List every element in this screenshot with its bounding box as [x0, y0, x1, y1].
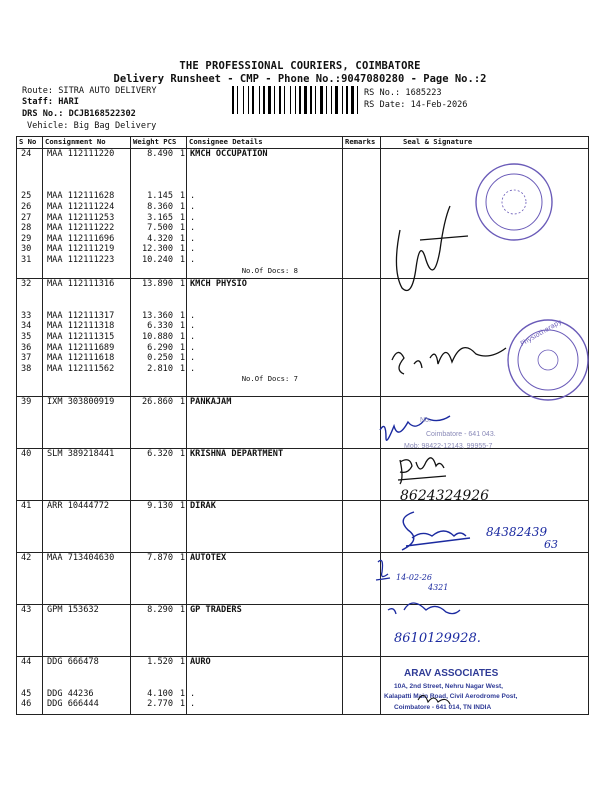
seal-cell — [381, 605, 589, 657]
pcs-value: 1 — [179, 342, 185, 353]
weight-cell — [131, 449, 187, 501]
consignment-number: MAA 112111224 — [47, 201, 115, 212]
weight-pcs — [135, 364, 186, 375]
sno-value — [21, 300, 42, 311]
arav-stamp-line3: Coimbatore - 641 014, TN INDIA — [394, 704, 492, 711]
consignee-dot: . — [190, 191, 196, 202]
sno-value: 27 — [21, 212, 32, 223]
dirak-number-2: 63 — [544, 538, 558, 551]
sno-value: 43 — [21, 605, 32, 615]
col-consignee: Consignee Details — [187, 137, 343, 149]
sno-cell — [17, 149, 43, 279]
col-weight-label: Weight — [133, 137, 159, 146]
consignment-number: MAA 112111689 — [47, 342, 115, 353]
arav-stamp-line1: 10A, 2nd Street, Nehru Nagar West, — [394, 683, 503, 690]
barcode-bar — [342, 86, 343, 114]
pcs-value: 1 — [179, 201, 185, 212]
barcode-bar — [252, 86, 254, 114]
autotex-code: 4321 — [428, 583, 449, 592]
barcode-bar — [268, 86, 271, 114]
krishna-phone: 8624324926 — [400, 488, 490, 504]
weight-pcs — [135, 689, 186, 700]
sno-value: 25 — [21, 191, 32, 202]
consignment-number — [47, 290, 130, 301]
consignee-dot — [190, 290, 342, 301]
consignment-number — [47, 300, 130, 311]
weight-pcs — [135, 255, 186, 266]
weight-pcs — [135, 501, 186, 512]
weight-pcs — [135, 149, 186, 160]
consignee-dot: . — [190, 201, 196, 212]
arav-stamp-name: ARAV ASSOCIATES — [404, 668, 499, 679]
seal-cell — [381, 657, 589, 715]
table-row — [17, 279, 589, 397]
remarks-cell — [343, 449, 381, 501]
sno-value: 31 — [21, 254, 32, 265]
remarks-cell — [343, 397, 381, 449]
barcode-bar — [315, 86, 316, 114]
sno-value: 37 — [21, 353, 32, 364]
consignee-name: AURO — [190, 657, 211, 667]
weight-pcs — [135, 160, 186, 171]
sno-value: 40 — [21, 449, 32, 459]
consignment-cell — [43, 501, 131, 553]
pcs-value: 1 — [179, 353, 185, 364]
consignment-number — [47, 170, 130, 181]
consignee-cell — [187, 279, 343, 397]
consignment-number: MAA 112111562 — [47, 363, 115, 374]
pcs-value: 1 — [179, 149, 185, 159]
barcode-bar — [331, 86, 332, 114]
consignee-cell — [187, 553, 343, 605]
sno-value — [21, 160, 42, 171]
sno-value — [21, 181, 42, 192]
weight-value: 3.165 — [147, 212, 173, 223]
consignee-cell — [187, 149, 343, 279]
seal-cell — [381, 449, 589, 501]
staff-label: Staff: HARI — [22, 97, 79, 107]
seal-cell — [381, 501, 589, 553]
weight-pcs — [135, 191, 186, 202]
pcs-value: 1 — [179, 688, 185, 699]
rs-number: RS No.: 1685223 — [364, 88, 442, 98]
table-row — [17, 449, 589, 501]
sno-value — [21, 678, 42, 689]
barcode-bar — [304, 86, 307, 114]
sno-value: 29 — [21, 233, 32, 244]
pcs-value: 1 — [179, 657, 185, 667]
weight-pcs — [135, 234, 186, 245]
seal-cell — [381, 553, 589, 605]
consignee-dot — [190, 170, 342, 181]
barcode-bar — [279, 86, 281, 114]
consignment-number: MAA 112111318 — [47, 321, 115, 332]
pankajam-stamp-3: Mob: 98422-12143, 99955-7 — [404, 443, 493, 450]
sno-value: 41 — [21, 501, 32, 511]
weight-value: 8.290 — [147, 605, 173, 615]
consignee-dot — [190, 181, 342, 192]
consignee-dot: . — [190, 342, 196, 353]
col-pcs-label: PCS — [163, 137, 177, 146]
pcs-value: 1 — [179, 310, 185, 321]
sno-value: 26 — [21, 201, 32, 212]
company-title: THE PROFESSIONAL COURIERS, COIMBATORE — [179, 60, 421, 72]
consignee-name: DIRAK — [190, 501, 216, 511]
weight-value: 7.870 — [147, 553, 173, 563]
weight-value: 9.130 — [147, 501, 173, 511]
sno-value: 34 — [21, 321, 32, 332]
weight-pcs — [135, 181, 186, 192]
barcode-bar — [335, 86, 338, 114]
barcode-bar — [248, 86, 249, 114]
pcs-value: 1 — [179, 605, 185, 615]
consignment-number: SLM 389218441 — [47, 449, 115, 459]
seal-cell — [381, 397, 589, 449]
pcs-value: 1 — [179, 363, 185, 374]
weight-cell — [131, 149, 187, 279]
runsheet-table — [16, 136, 589, 715]
runsheet-subtitle: Delivery Runsheet - CMP - Phone No.:9047080280 - Page No.:2 — [113, 73, 487, 85]
consignment-number: IXM 303800919 — [47, 397, 115, 407]
weight-cell — [131, 397, 187, 449]
consignee-cell — [187, 657, 343, 715]
pcs-value: 1 — [179, 449, 185, 459]
pcs-value: 1 — [179, 254, 185, 265]
barcode-bar — [346, 86, 348, 114]
docs-count: No.Of Docs: 7 — [241, 374, 298, 384]
consignment-cell — [43, 449, 131, 501]
consignee-name: PANKAJAM — [190, 397, 232, 407]
table-row — [17, 657, 589, 715]
pcs-value: 1 — [179, 553, 185, 563]
sno-cell — [17, 279, 43, 397]
pcs-value: 1 — [179, 191, 185, 202]
weight-value: 1.145 — [147, 191, 173, 202]
barcode-bar — [351, 86, 354, 114]
sno-cell — [17, 449, 43, 501]
consignment-number — [47, 668, 130, 679]
col-seal: Seal & Signature — [381, 137, 589, 149]
seal-cell — [381, 279, 589, 397]
table-row — [17, 149, 589, 279]
sno-value: 33 — [21, 310, 32, 321]
table-row — [17, 605, 589, 657]
vehicle-label: Vehicle: Big Bag Delivery — [27, 121, 157, 131]
weight-pcs — [135, 213, 186, 224]
consignment-number: MAA 112111317 — [47, 310, 115, 321]
consignment-cell — [43, 397, 131, 449]
consignee-dot: . — [190, 331, 196, 342]
docs-count: No.Of Docs: 8 — [241, 265, 298, 275]
sno-value: 45 — [21, 688, 32, 699]
consignee-cell — [187, 397, 343, 449]
sno-value: 36 — [21, 342, 32, 353]
weight-cell — [131, 501, 187, 553]
weight-value: 10.240 — [141, 254, 173, 265]
consignee-name: AUTOTEX — [190, 553, 227, 563]
weight-value: 8.360 — [147, 201, 173, 212]
sno-value: 46 — [21, 699, 32, 710]
weight-pcs — [135, 553, 186, 564]
pcs-value: 1 — [179, 233, 185, 244]
weight-cell — [131, 553, 187, 605]
consignee-cell — [187, 605, 343, 657]
consignee-dot: . — [190, 321, 196, 332]
remarks-cell — [343, 279, 381, 397]
pankajam-stamp-2: Coimbatore - 641 043. — [426, 431, 496, 438]
table-row — [17, 501, 589, 553]
sno-value — [21, 170, 42, 181]
consignee-dot — [190, 160, 342, 171]
consignee-dot: . — [190, 353, 196, 364]
rs-date: RS Date: 14-Feb-2026 — [364, 100, 468, 110]
sno-value — [21, 290, 42, 301]
consignee-dot: . — [190, 699, 196, 710]
weight-pcs — [135, 449, 186, 460]
weight-cell — [131, 657, 187, 715]
consignee-dot: . — [190, 363, 196, 374]
consignment-number: MAA 112111315 — [47, 331, 115, 342]
barcode-bar — [299, 86, 301, 114]
consignee-dot: . — [190, 212, 196, 223]
pcs-value: 1 — [179, 279, 185, 289]
pcs-value: 1 — [179, 244, 185, 255]
consignment-number — [47, 181, 130, 192]
barcode-bar — [320, 86, 323, 114]
pankajam-stamp-1: No. — [420, 417, 431, 424]
consignment-number: DDG 44236 — [47, 688, 94, 699]
remarks-cell — [343, 501, 381, 553]
weight-value: 8.490 — [147, 149, 173, 159]
remarks-cell — [343, 657, 381, 715]
sno-cell — [17, 553, 43, 605]
consignee-dot — [190, 668, 342, 679]
consignee-dot — [190, 300, 342, 311]
barcode-bar — [263, 86, 265, 114]
barcode-bar — [290, 86, 291, 114]
gp-phone: 8610129928. — [394, 631, 481, 646]
pcs-value: 1 — [179, 223, 185, 234]
weight-value: 13.360 — [141, 310, 173, 321]
weight-pcs — [135, 397, 186, 408]
consignment-cell — [43, 553, 131, 605]
weight-pcs — [135, 678, 186, 689]
sno-value: 42 — [21, 553, 32, 563]
consignment-number: ARR 10444772 — [47, 501, 110, 511]
physio-seal-text: Physiotherapy — [519, 317, 564, 348]
weight-cell — [131, 279, 187, 397]
weight-pcs — [135, 300, 186, 311]
consignee-name: KMCH OCCUPATION — [190, 149, 268, 159]
barcode — [232, 86, 362, 114]
seal-cell — [381, 149, 589, 279]
remarks-cell — [343, 149, 381, 279]
consignment-number: DDG 666444 — [47, 699, 99, 710]
table-row — [17, 397, 589, 449]
weight-pcs — [135, 170, 186, 181]
weight-value: 12.300 — [141, 244, 173, 255]
weight-value: 6.320 — [147, 449, 173, 459]
consignee-cell — [187, 449, 343, 501]
consignment-number: DDG 666478 — [47, 657, 99, 667]
consignment-cell — [43, 149, 131, 279]
consignment-number: MAA 112111223 — [47, 254, 115, 265]
pcs-value: 1 — [179, 397, 185, 407]
remarks-cell — [343, 605, 381, 657]
pcs-value: 1 — [179, 331, 185, 342]
col-sno: S No — [17, 137, 43, 149]
weight-pcs — [135, 668, 186, 679]
consignment-number: MAA 112111220 — [47, 149, 115, 159]
table-header — [17, 137, 589, 149]
sno-value: 30 — [21, 244, 32, 255]
weight-pcs — [135, 699, 186, 710]
barcode-bar — [274, 86, 275, 114]
consignee-dot: . — [190, 233, 196, 244]
pcs-value: 1 — [179, 212, 185, 223]
consignment-number — [47, 678, 130, 689]
autotex-date: 14-02-26 — [396, 573, 432, 582]
weight-pcs — [135, 202, 186, 213]
consignee-dot: . — [190, 254, 196, 265]
weight-value: 4.100 — [147, 688, 173, 699]
consignee-dot — [190, 678, 342, 689]
consignee-dot: . — [190, 688, 196, 699]
sno-value: 39 — [21, 397, 32, 407]
consignment-number: MAA 112111628 — [47, 191, 115, 202]
barcode-bar — [232, 86, 234, 114]
barcode-bar — [259, 86, 260, 114]
weight-value: 4.320 — [147, 233, 173, 244]
sno-value: 44 — [21, 657, 32, 667]
sno-cell — [17, 397, 43, 449]
consignment-cell — [43, 657, 131, 715]
consignee-name: KRISHNA DEPARTMENT — [190, 449, 284, 459]
table-row — [17, 553, 589, 605]
weight-cell — [131, 605, 187, 657]
barcode-bar — [243, 86, 244, 114]
weight-value: 26.860 — [141, 397, 173, 407]
weight-value: 6.330 — [147, 321, 173, 332]
sno-value: 28 — [21, 223, 32, 234]
consignment-number: GPM 153632 — [47, 605, 99, 615]
consignee-cell — [187, 501, 343, 553]
weight-pcs — [135, 290, 186, 301]
sno-value: 38 — [21, 363, 32, 374]
weight-value: 10.880 — [141, 331, 173, 342]
sno-value: 24 — [21, 149, 32, 159]
weight-value: 2.810 — [147, 363, 173, 374]
consignment-number: MAA 112111222 — [47, 223, 115, 234]
consignee-dot: . — [190, 310, 196, 321]
pcs-value: 1 — [179, 321, 185, 332]
sno-value — [21, 668, 42, 679]
weight-pcs — [135, 332, 186, 343]
remarks-cell — [343, 553, 381, 605]
consignment-number: MAA 713404630 — [47, 553, 115, 563]
consignment-cell — [43, 605, 131, 657]
barcode-bar — [237, 86, 238, 114]
weight-pcs — [135, 244, 186, 255]
route-label: Route: SITRA AUTO DELIVERY — [22, 86, 157, 96]
consignee-name: KMCH PHYSIO — [190, 279, 247, 289]
col-weight — [131, 137, 187, 149]
consignee-dot: . — [190, 223, 196, 234]
consignment-number: MAA 112111618 — [47, 353, 115, 364]
weight-pcs — [135, 311, 186, 322]
sno-cell — [17, 605, 43, 657]
consignment-number: MAA 112111316 — [47, 279, 115, 289]
weight-pcs — [135, 343, 186, 354]
arav-stamp-line2: Kalapatti Main Road, Civil Aerodrome Post, — [384, 693, 518, 700]
consignee-name: GP TRADERS — [190, 605, 242, 615]
dirak-number: 84382439 — [486, 525, 548, 539]
weight-pcs — [135, 321, 186, 332]
weight-pcs — [135, 353, 186, 364]
pcs-value: 1 — [179, 501, 185, 511]
consignment-number: MAA 112111696 — [47, 233, 115, 244]
weight-value: 7.500 — [147, 223, 173, 234]
consignment-number: MAA 112111253 — [47, 212, 115, 223]
consignee-dot: . — [190, 244, 196, 255]
weight-value: 1.520 — [147, 657, 173, 667]
consignment-cell — [43, 279, 131, 397]
col-remarks: Remarks — [343, 137, 381, 149]
barcode-bar — [284, 86, 285, 114]
consignment-number: MAA 112111219 — [47, 244, 115, 255]
drs-label: DRS No.: DCJB168522302 — [22, 109, 136, 119]
weight-value: 6.290 — [147, 342, 173, 353]
sno-cell — [17, 501, 43, 553]
barcode-bar — [326, 86, 327, 114]
col-consignment: Consignment No — [43, 137, 131, 149]
weight-pcs — [135, 223, 186, 234]
sno-value: 35 — [21, 331, 32, 342]
weight-pcs — [135, 279, 186, 290]
pcs-value: 1 — [179, 699, 185, 710]
weight-pcs — [135, 657, 186, 668]
sno-cell — [17, 657, 43, 715]
sno-value: 32 — [21, 279, 32, 289]
weight-value: 2.770 — [147, 699, 173, 710]
weight-value: 13.890 — [141, 279, 173, 289]
barcode-bar — [310, 86, 312, 114]
barcode-bar — [357, 86, 358, 114]
weight-value: 0.250 — [147, 353, 173, 364]
barcode-bar — [295, 86, 296, 114]
consignment-number — [47, 160, 130, 171]
weight-pcs — [135, 605, 186, 616]
